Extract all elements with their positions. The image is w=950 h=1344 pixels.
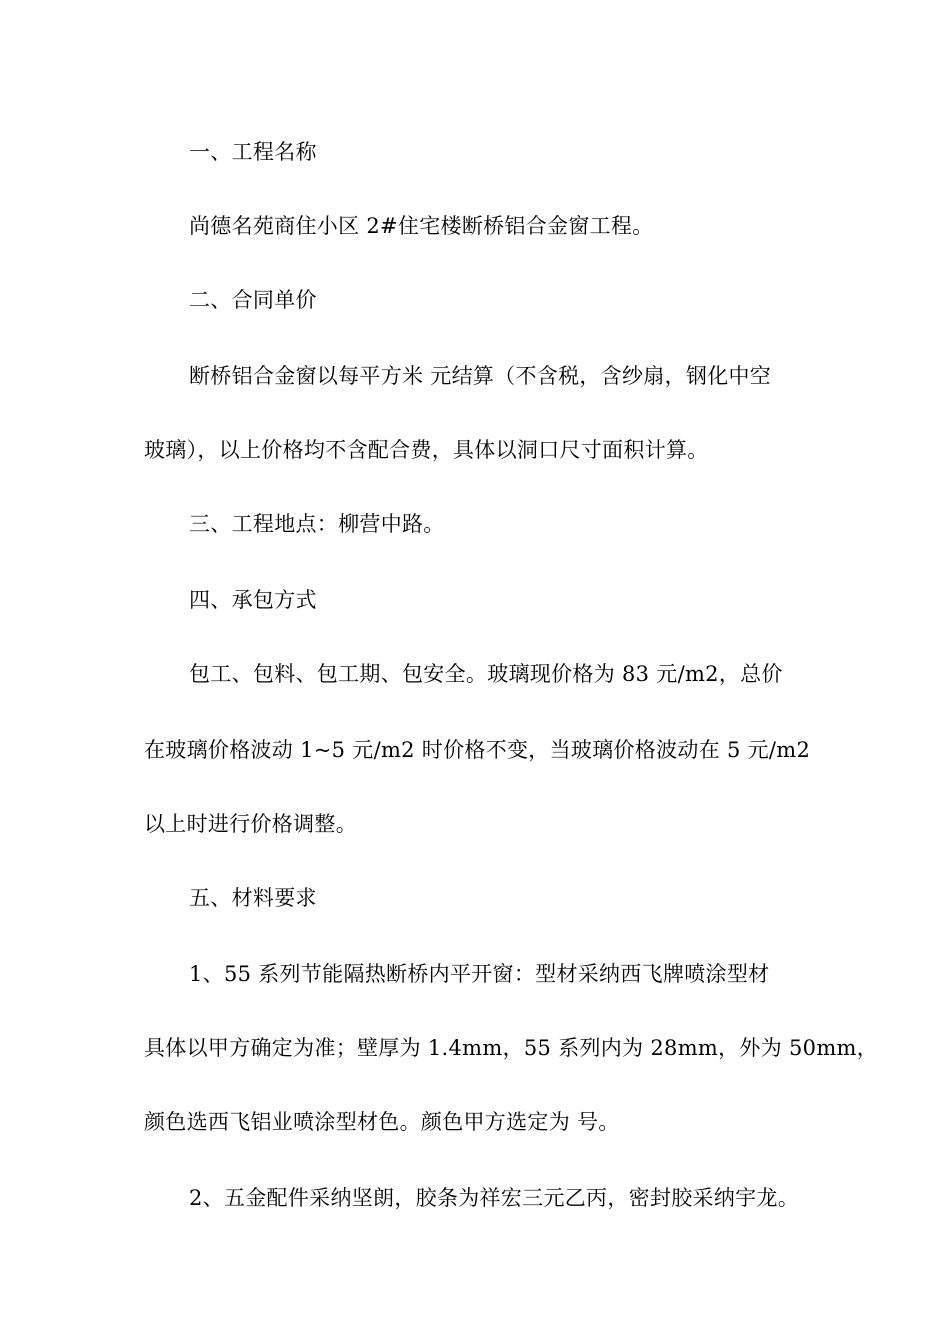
paragraph-contract-price-line-2: 玻璃），以上价格均不含配合费，具体以洞口尺寸面积计算。	[144, 438, 709, 462]
section-heading-contract-method: 四、承包方式	[189, 588, 317, 612]
paragraph-contract-price-line-1: 断桥铝合金窗以每平方米 元结算（不含税，含纱扇，钢化中空	[189, 364, 772, 388]
section-heading-project-location: 三、工程地点：柳营中路。	[189, 512, 445, 536]
section-heading-contract-price: 二、合同单价	[189, 288, 317, 312]
paragraph-material-item-1-line-1: 1、55 系列节能隔热断桥内平开窗：型材采纳西飞牌喷涂型材	[189, 962, 770, 986]
section-heading-material-requirements: 五、材料要求	[189, 886, 317, 910]
section-heading-project-name: 一、工程名称	[189, 140, 317, 164]
paragraph-contract-method-line-2: 在玻璃价格波动 1~5 元/m2 时价格不变，当玻璃价格波动在 5 元/m2	[144, 738, 811, 762]
paragraph-material-item-2: 2、五金配件采纳坚朗，胶条为祥宏三元乙丙，密封胶采纳宇龙。	[189, 1186, 800, 1210]
paragraph-project-name: 尚德名苑商住小区 2#住宅楼断桥铝合金窗工程。	[189, 214, 654, 238]
paragraph-contract-method-line-3: 以上时进行价格调整。	[144, 812, 357, 836]
paragraph-material-item-1-line-2: 具体以甲方确定为准；壁厚为 1.4mm，55 系列内为 28mm，外为 50mm，	[144, 1036, 879, 1060]
paragraph-material-item-1-line-3: 颜色选西飞铝业喷涂型材色。颜色甲方选定为 号。	[144, 1110, 620, 1134]
paragraph-contract-method-line-1: 包工、包料、包工期、包安全。玻璃现价格为 83 元/m2，总价	[189, 662, 783, 686]
